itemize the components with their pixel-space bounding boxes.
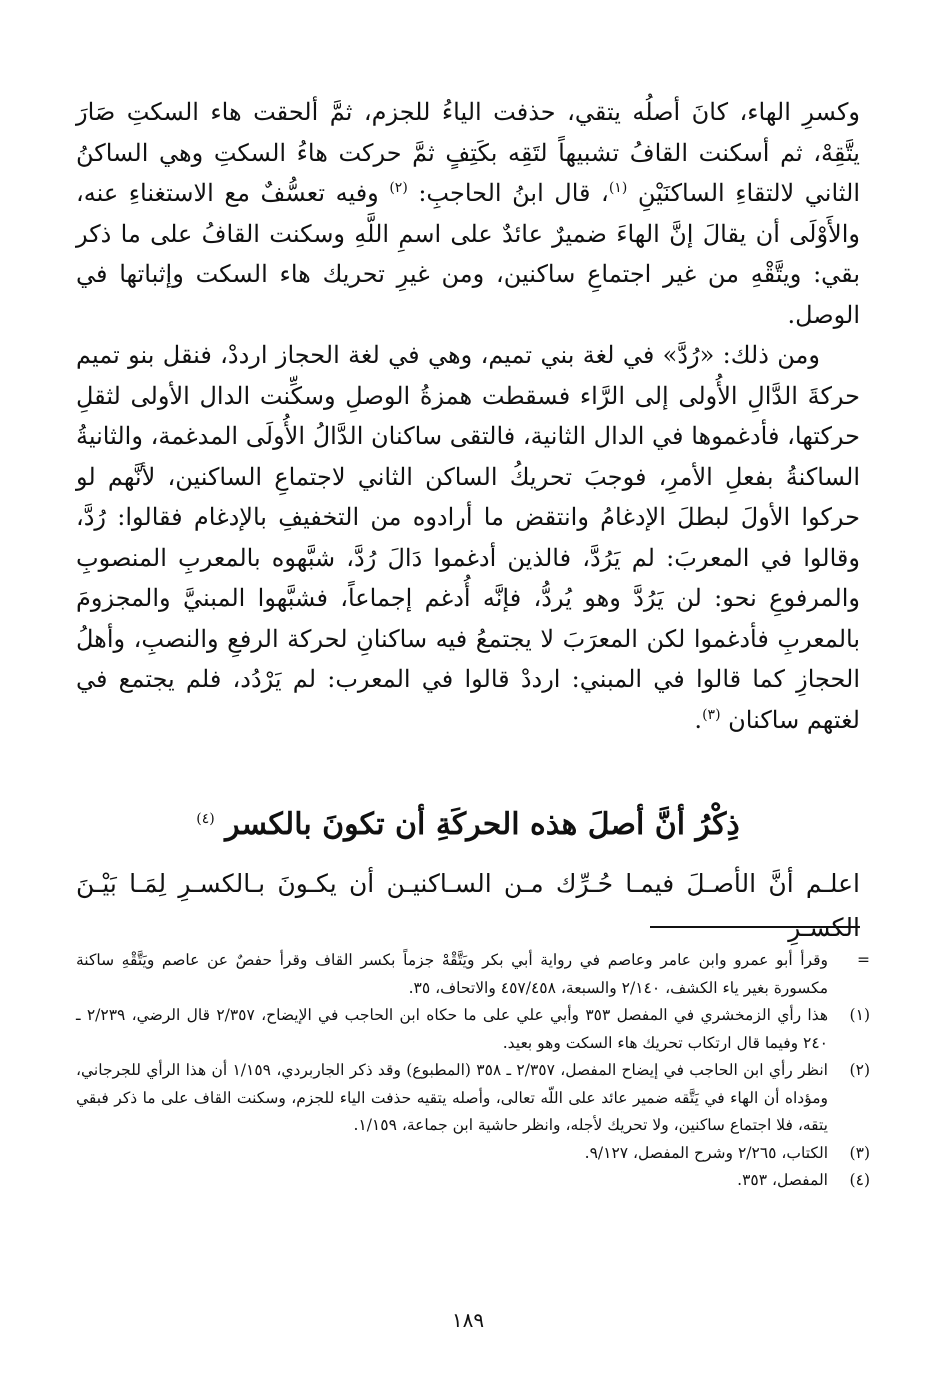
footnote-mark: (٣) [849,1143,870,1162]
footnote-text: وقرأ أبو عمرو وابن عامر وعاصم في رواية أبي بكر ويَتَّقْهْ جزماً بكسر القاف وقرأ حفصٌ عن عاصم ويَتَّقْهِ ساكنة مكسورة بغير ياء الكشف، ٢/١٤٠ والسبعة، ٤٥٧/٤٥٨ والاتحاف، ٣٥. [76,951,828,997]
footnote-mark: (٤) [849,1171,870,1189]
footnote-ref-2: (٢) [389,180,408,196]
footnote-ref-1: (١) [608,180,628,196]
paragraph-1 [76,92,860,335]
footnote-mark: (١) [849,1006,870,1024]
section-heading [76,800,860,850]
footnote-1 [76,1002,870,1057]
footnote-divider [650,926,860,928]
footnote-2 [76,1057,870,1140]
footnote-ref-4: (٤) [196,811,215,827]
footnote-ref-3: (٣) [702,706,721,723]
section-opening-line: اعلـم أنَّ الأصـلَ فيمـا حُـرِّك مـن السـاكنيـن أن يكـونَ بـالكسـرِ لِمَـا بَيْـنَ الكسـرِ [76,869,860,942]
footnote-continued [76,947,870,1002]
paragraph-2-text: ومن ذلك: «رُدَّ» في لغة بني تميم، وهي في لغة الحجاز ارددْ، فنقل بنو تميم حركةَ الدَّالِ الأُولى إلى الرَّاء فسقطت همزةُ الوصلِ وسكِّنت الدال الأولى لثقلِ حركتها، فأدغموها في الدال الثانية، فالتقى ساكنان الدَّالُ الأُولَى المدغمة، والثانيةُ الساكنةُ بفعلِ الأمرِ، فوجبَ تحريكُ الساكن الثاني لاجتماعِ الساكنين، لأنَّهم لو حركوا الأولَ لبطلَ الإدغامُ وانتقض ما أرادوه من التخفيفِ بالإدغام فقالوا: رُدَّ، وقالوا في المعربَ: لم يَرُدَّ، فالذين أدغموا دَالَ رُدَّ، شبَّهوه بالمعربِ المنصوبِ والمرفوعِ نحو: لن يَرُدَّ وهو يُردُّ، فإنَّه أُدغم إجماعاً، فشبَّهوا المبنيَّ والمجزومَ بالمعربِ فأدغموا لكن المعرَبَ لا يجتمعُ فيه ساكنانِ لحركة الرفعِ والنصبِ، وأهلُ الحجازِ كما قالوا في المبني: ارددْ قالوا في المعرب: لم يَرْدُد، فلم يجتمع في لغتهم ساكنان [76,341,860,734]
footnote-mark: (٢) [849,1061,870,1079]
paragraph-1-text: وكسرِ الهاء، كانَ أصلُه يتقي، حذفت الياءُ للجزم، ثمَّ ألحقت هاء السكتِ صَارَ يتَّقِهْ، ثم أسكنت القافُ تشبيهاً لتَقِه بكَتِفٍ ثمَّ حركت هاءُ السكتِ وهي الساكنُ الثاني لالتقاءِ الساكنَيْنِ [76,98,860,207]
paragraph-2 [76,335,860,740]
footnote-4 [76,1167,870,1195]
page-number: ١٨٩ [451,1308,485,1332]
paragraph-1-text-3: وفيه تعسُّفٌ مع الاستغناءِ عنه، والأَوْلَى أن يقالَ إنَّ الهاءَ ضميرٌ عائدٌ على اسمِ اللَّهِ وسكنت القافُ على ما ذكر بقي: ويتَّقْهِ من غير اجتماعِ ساكنين، ومن غيرِ تحريك هاء السكت وإثباتها في الوصل. [76,179,860,329]
main-body-text [76,92,860,740]
footnote-text: الكتاب، ٢/٢٦٥ وشرح المفصل، ٩/١٢٧. [584,1143,828,1162]
footnote-text: انظر رأي ابن الحاجب في إيضاح المفصل، ٢/٣٥٧ ـ ٣٥٨ (المطبوع) وقد ذكر الجاربردي، ١/١٥٩ أن هذا الرأي للجرجاني، ومؤداه أن الهاء في يَتَّقه ضمير عائد على اللّه تعالى، وأصله يتقيه حذفت الياء للجزم، وسكنت القاف على ما ذكر فبقي يتقه، فلا اجتماع ساكنين، ولا تحريك لأجله، وانظر حاشية ابن جماعة، ١/١٥٩. [76,1061,828,1134]
section-heading-text: ذِكْرُ أنَّ أصلَ هذه الحركَةِ أن تكونَ بالكسر [225,807,740,842]
paragraph-1-text-2: ، قال ابنُ الحاجبِ: [418,179,609,207]
footnotes [76,947,870,1195]
footnote-text: هذا رأي الزمخشري في المفصل ٣٥٣ وأبي علي على ما حكاه ابن الحاجب في الإيضاح، ٢/٣٥٧ قال الرضي، ٢/٢٣٩ ـ ٢٤٠ وفيما قال ارتكاب تحريك هاء السكت وهو بعيد. [76,1006,829,1052]
footnote-3 [76,1140,870,1168]
paragraph-2-end: . [694,705,703,734]
footnote-text: المفصل، ٣٥٣. [737,1171,828,1189]
footnote-mark: = [857,951,870,969]
